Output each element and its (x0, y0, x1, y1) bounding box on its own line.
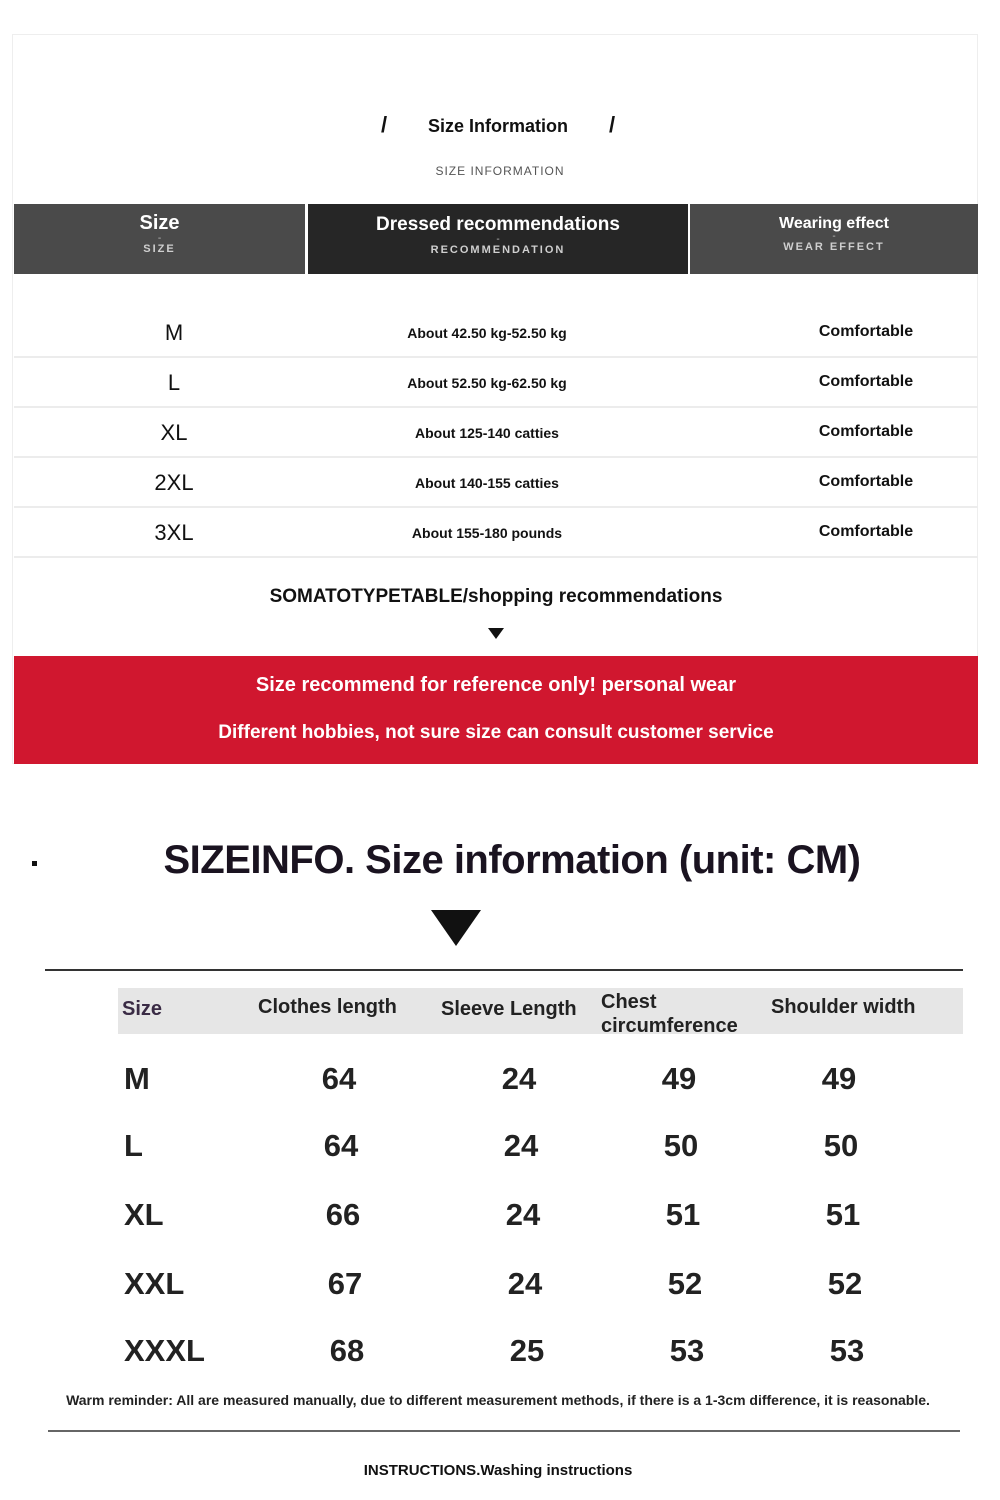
row-recommendation: About 140-155 catties (415, 475, 559, 491)
cell-sleeve-length: 24 (507, 1266, 543, 1301)
title-slash-left: / (381, 112, 388, 137)
cell-clothes-length: 64 (321, 1061, 357, 1096)
row-size: XL (160, 420, 188, 445)
cell-clothes-length: 66 (325, 1197, 361, 1232)
row-size: 3XL (154, 520, 194, 545)
banner-line-2: Different hobbies, not sure size can consult customer service (218, 722, 774, 743)
header-size (14, 204, 305, 274)
header-recommendation-dash: - (496, 234, 500, 245)
cell-shoulder-width: 53 (829, 1333, 865, 1368)
cell-clothes-length: 67 (327, 1266, 363, 1301)
header-size: Size (122, 998, 163, 1020)
cell-size: M (124, 1061, 150, 1096)
row-recommendation: About 42.50 kg-52.50 kg (407, 325, 567, 341)
banner-line-1: Size recommend for reference only! personal wear (255, 674, 737, 696)
size-information-subtitle: SIZE INFORMATION (435, 164, 565, 178)
cell-sleeve-length: 24 (505, 1197, 541, 1232)
down-triangle-icon (431, 910, 481, 946)
table-row (14, 358, 978, 408)
header-size-label: Size (139, 212, 180, 234)
table-row (14, 508, 978, 558)
size-info-title: SIZEINFO. Size information (unit: CM) (163, 838, 861, 882)
table-row (0, 1266, 1000, 1336)
cell-shoulder-width: 50 (823, 1128, 859, 1163)
cell-shoulder-width: 49 (821, 1061, 857, 1096)
header-wear-effect (690, 204, 978, 274)
header-recommendation-sublabel: RECOMMENDATION (430, 244, 566, 256)
table-row (0, 1197, 1000, 1267)
header-shoulder-width: Shoulder width (771, 996, 916, 1018)
header-wear-effect-dash: - (832, 231, 836, 242)
cell-chest-circumference: 52 (667, 1266, 703, 1301)
somatotype-heading: SOMATOTYPETABLE/shopping recommendations (269, 586, 723, 607)
row-recommendation: About 155-180 pounds (411, 525, 563, 541)
size-information-title: Size Information (427, 116, 568, 136)
cell-size: XL (124, 1197, 164, 1232)
header-wear-effect-sublabel: WEAR EFFECT (783, 241, 885, 253)
row-wear-effect: Comfortable (818, 423, 914, 440)
down-triangle-icon (488, 628, 504, 639)
header-size-dash: - (157, 233, 162, 244)
table-row (14, 458, 978, 508)
row-wear-effect: Comfortable (818, 373, 914, 390)
row-wear-effect: Comfortable (818, 323, 914, 340)
table-row (0, 1128, 1000, 1198)
row-size: M (164, 320, 184, 345)
cell-size: XXL (124, 1266, 185, 1301)
divider (48, 1430, 960, 1432)
cell-sleeve-length: 24 (501, 1061, 537, 1096)
header-recommendation (308, 204, 688, 274)
cell-sleeve-length: 24 (503, 1128, 539, 1163)
table-row (0, 1061, 1000, 1131)
header-recommendation-label: Dressed recommendations (376, 214, 620, 235)
title-slash-right: / (609, 112, 616, 137)
header-chest-circumference: Chest circumference (601, 991, 738, 1037)
measurement-table-header (118, 988, 963, 1037)
cell-shoulder-width: 51 (825, 1197, 861, 1232)
table-row (14, 308, 978, 358)
cell-chest-circumference: 50 (663, 1128, 699, 1163)
measurement-reminder: Warm reminder: All are measured manually, due to different measurement methods, if there is a 1-3cm difference, it is reasonable. (66, 1392, 930, 1408)
row-size: 2XL (154, 470, 194, 495)
cell-clothes-length: 68 (329, 1333, 365, 1368)
row-recommendation: About 52.50 kg-62.50 kg (407, 375, 567, 391)
cell-sleeve-length: 25 (509, 1333, 545, 1368)
cell-size: L (124, 1128, 143, 1163)
cell-chest-circumference: 53 (669, 1333, 705, 1368)
header-wear-effect-label: Wearing effect (779, 215, 889, 232)
cell-shoulder-width: 52 (827, 1266, 863, 1301)
table-row (14, 408, 978, 458)
cell-chest-circumference: 49 (661, 1061, 697, 1096)
row-wear-effect: Comfortable (818, 473, 914, 490)
row-recommendation: About 125-140 catties (415, 425, 559, 441)
row-wear-effect: Comfortable (818, 523, 914, 540)
header-sleeve-length: Sleeve Length (441, 998, 577, 1020)
header-size-sublabel: SIZE (143, 243, 176, 255)
cell-clothes-length: 64 (323, 1128, 359, 1163)
divider (45, 969, 963, 971)
cell-chest-circumference: 51 (665, 1197, 701, 1232)
cell-size: XXXL (124, 1333, 205, 1368)
reference-notice-banner (14, 656, 978, 764)
washing-instructions-heading: INSTRUCTIONS.Washing instructions (363, 1462, 633, 1479)
row-size: L (167, 370, 181, 395)
header-clothes-length: Clothes length (258, 996, 397, 1018)
